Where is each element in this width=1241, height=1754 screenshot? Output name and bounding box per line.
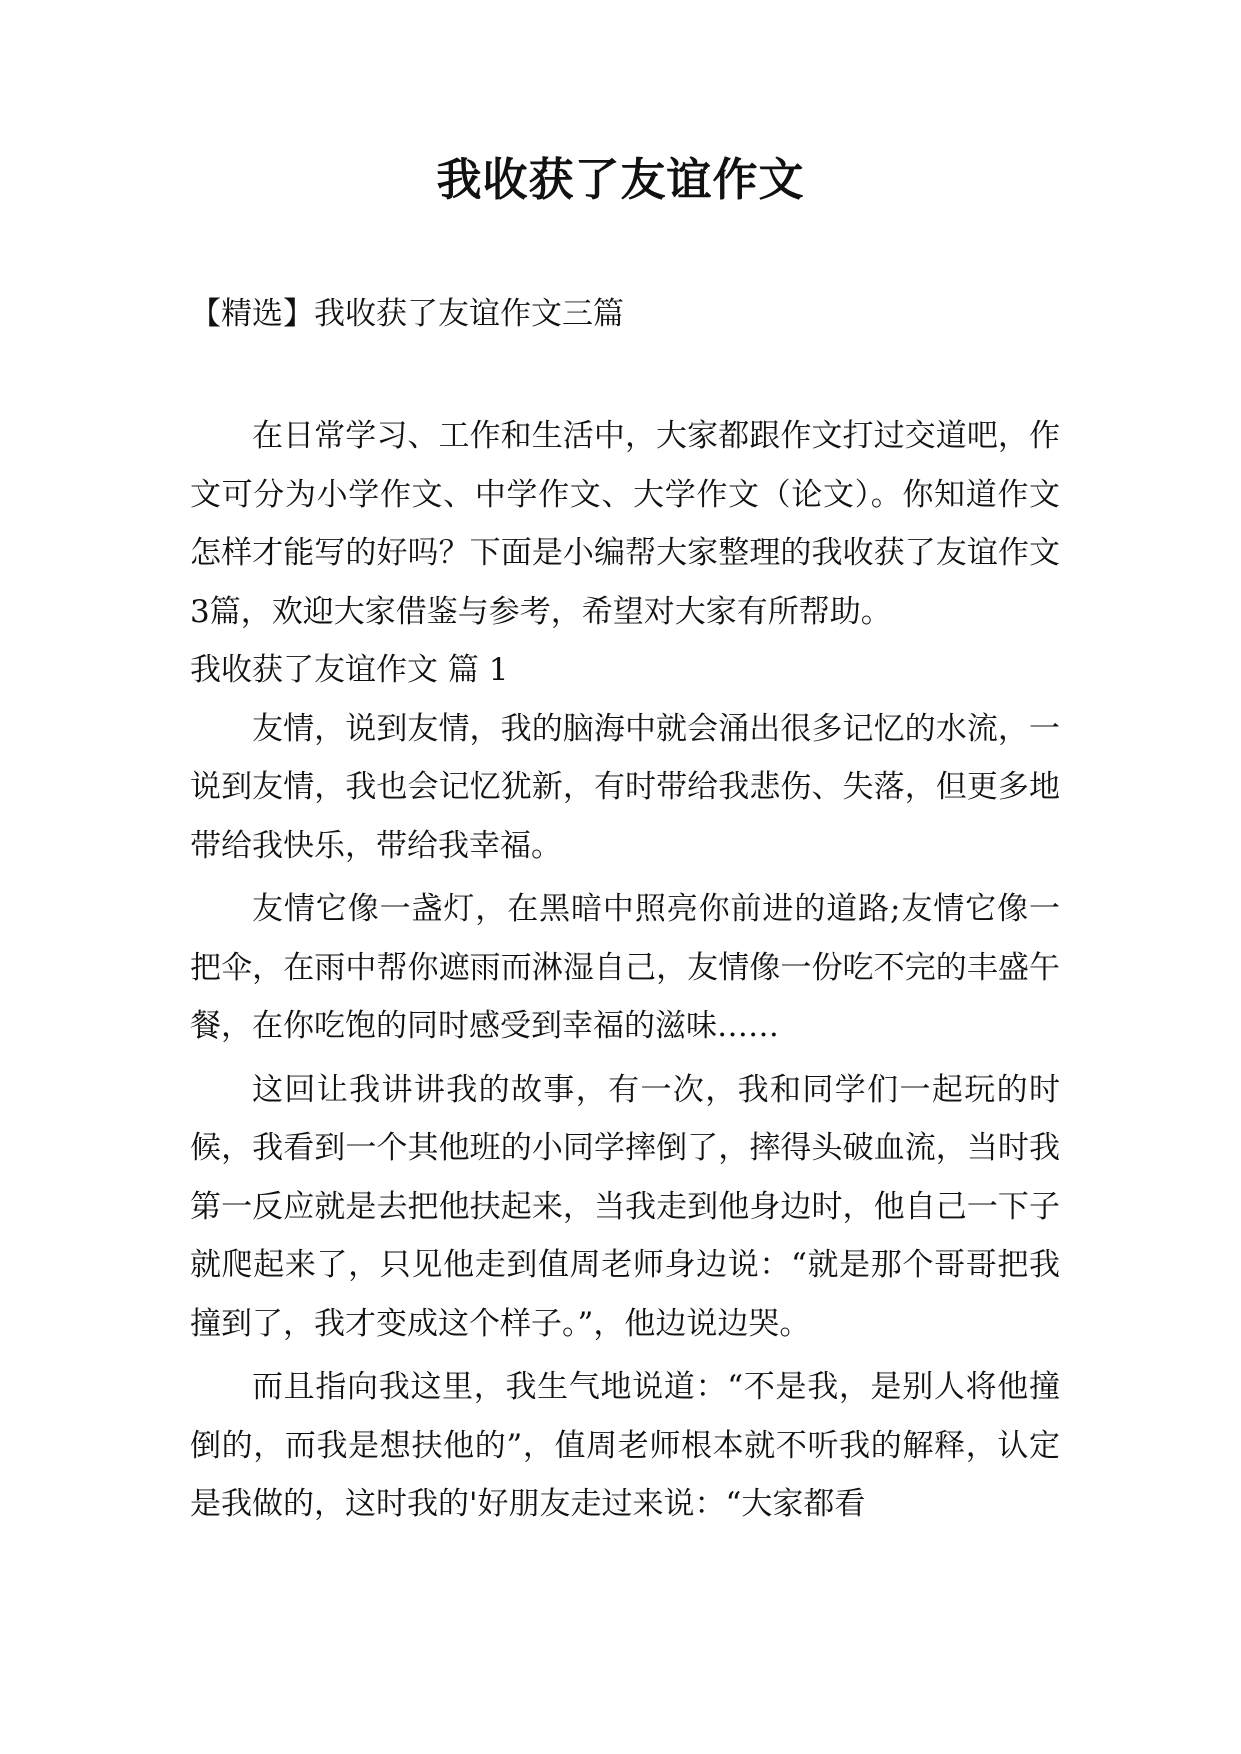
body-paragraph: 友情，说到友情，我的脑海中就会涌出很多记忆的水流，一说到友情，我也会记忆犹新，有时带给我悲伤、失落，但更多地带给我快乐，带给我幸福。 — [190, 710, 1060, 864]
intro-paragraph: 在日常学习、工作和生活中，大家都跟作文打过交道吧，作文可分为小学作文、中学作文、大学作文（论文）。你知道作文怎样才能写的好吗？下面是小编帮大家整理的我收获了友谊作文3篇，欢迎大家借鉴与参考，希望对大家有所帮助。 — [190, 418, 1060, 630]
document-subtitle: 【精选】我收获了友谊作文三篇 — [190, 296, 624, 332]
document-title: 我收获了友谊作文 — [436, 153, 805, 206]
section-heading: 我收获了友谊作文 篇 1 — [190, 652, 509, 688]
body-paragraph: 这回让我讲讲我的故事，有一次，我和同学们一起玩的时候，我看到一个其他班的小同学摔倒了，摔得头破血流，当时我第一反应就是去把他扶起来，当我走到他身边时，他自己一下子就爬起来了，只见他走到值周老师身边说：“就是那个哥哥把我撞到了，我才变成这个样子。”，他边说边哭。 — [190, 1071, 1060, 1342]
document-body — [190, 407, 1060, 1534]
body-paragraph: 而且指向我这里，我生气地说道：“不是我，是别人将他撞倒的，而我是想扶他的”，值周老师根本就不听我的解释，认定是我做的，这时我的'好朋友走过来说：“大家都看 — [190, 1369, 1060, 1522]
body-paragraph: 友情它像一盏灯，在黑暗中照亮你前进的道路;友情它像一把伞，在雨中帮你遮雨而淋湿自己，友情像一份吃不完的丰盛午餐，在你吃饱的同时感受到幸福的滋味…… — [190, 891, 1060, 1044]
